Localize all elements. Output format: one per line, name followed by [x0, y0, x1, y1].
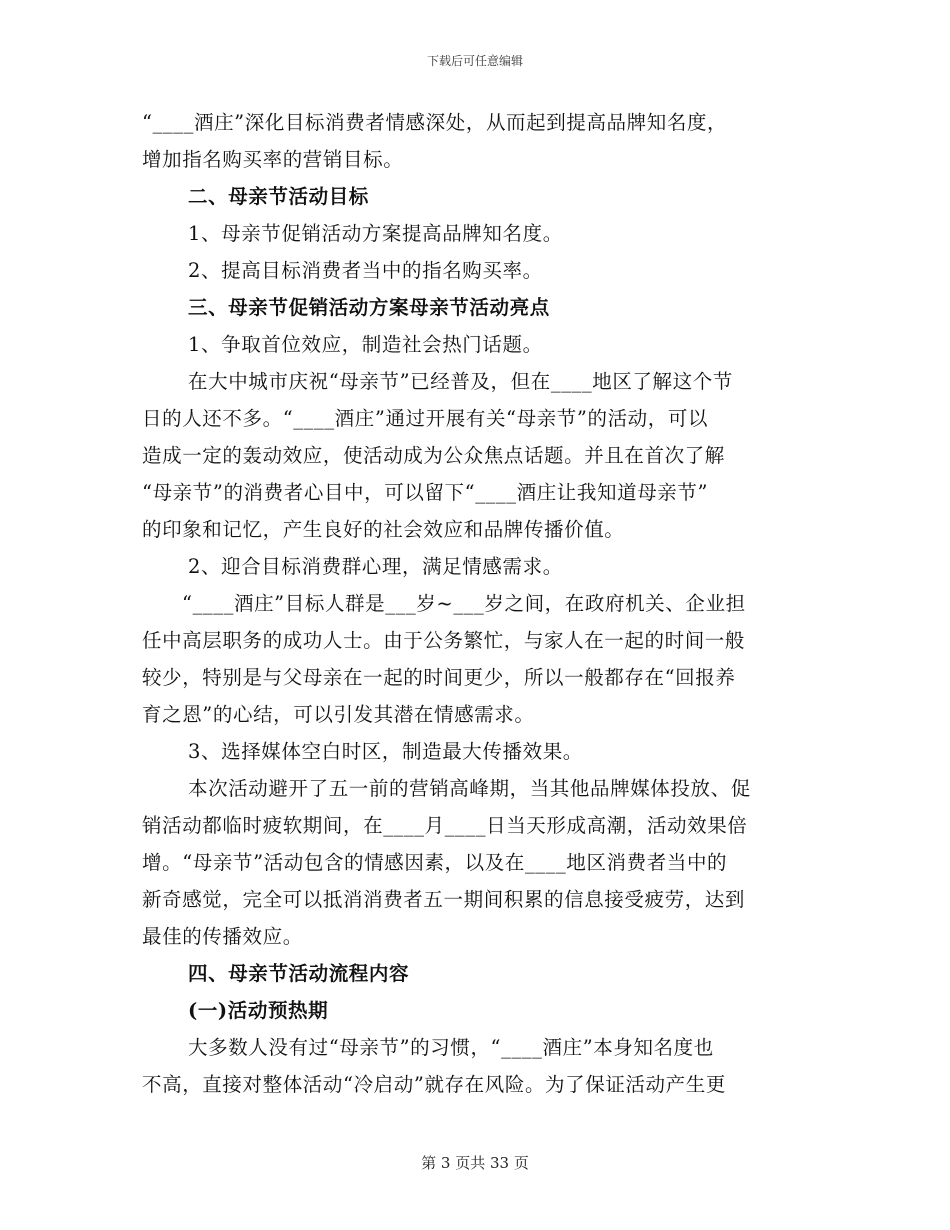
paragraph-line: 育之恩”的心结，可以引发其潜在情感需求。 — [142, 703, 535, 726]
section-heading: 三、母亲节促销活动方案母亲节活动亮点 — [188, 296, 550, 319]
paragraph-line: 销活动都临时疲软期间，在____月____日当天形成高潮，活动效果倍 — [142, 814, 748, 837]
paragraph-line: 在大中城市庆祝“母亲节”已经普及，但在____地区了解这个节 — [188, 370, 733, 393]
paragraph-line: 新奇感觉，完全可以抵消消费者五一期间积累的信息接受疲劳，达到 — [142, 888, 746, 911]
list-item: 2、迎合目标消费群心理，满足情感需求。 — [188, 555, 563, 578]
paragraph-line: “____酒庄”深化目标消费者情感深处，从而起到提高品牌知名度， — [142, 111, 728, 134]
list-item: 1、母亲节促销活动方案提高品牌知名度。 — [188, 222, 563, 245]
paragraph-line: 造成一定的轰动效应，使活动成为公众焦点话题。并且在首次了解 — [142, 444, 725, 467]
paragraph-line: 最佳的传播效应。 — [142, 925, 303, 948]
list-item: 2、提高目标消费者当中的指名购买率。 — [188, 259, 543, 282]
paragraph-line: 大多数人没有过“母亲节”的习惯，“____酒庄”本身知名度也 — [188, 1036, 714, 1059]
paragraph-line: 的印象和记忆，产生良好的社会效应和品牌传播价值。 — [142, 518, 625, 541]
paragraph-line: 日的人还不多。“____酒庄”通过开展有关“母亲节”的活动，可以 — [142, 407, 709, 430]
paragraph-line: 本次活动避开了五一前的营销高峰期，当其他品牌媒体投放、促 — [188, 777, 751, 800]
paragraph-line: 增。“母亲节”活动包含的情感因素，以及在____地区消费者当中的 — [142, 851, 728, 874]
paragraph-line: 不高，直接对整体活动“冷启动”就存在风险。为了保证活动产生更 — [142, 1073, 726, 1096]
page-number: 第 3 页共 33 页 — [421, 1154, 529, 1172]
paragraph-line: “母亲节”的消费者心目中，可以留下“____酒庄让我知道母亲节” — [142, 481, 709, 504]
section-heading: 四、母亲节活动流程内容 — [188, 962, 410, 985]
page-header: 下载后可任意编辑 — [426, 54, 523, 68]
subsection-heading: (一)活动预热期 — [188, 999, 329, 1022]
list-item: 3、选择媒体空白时区，制造最大传播效果。 — [188, 740, 583, 763]
document-body — [142, 104, 802, 1103]
paragraph-line: 较少，特别是与父母亲在一起的时间更少，所以一般都存在“回报养 — [142, 666, 736, 689]
paragraph-line: 增加指名购买率的营销目标。 — [142, 148, 404, 171]
paragraph-line: 任中高层职务的成功人士。由于公务繁忙，与家人在一起的时间一般 — [142, 629, 746, 652]
list-item: 1、争取首位效应，制造社会热门话题。 — [188, 333, 543, 356]
paragraph-line: “____酒庄”目标人群是___岁~___岁之间，在政府机关、企业担 — [182, 592, 746, 615]
section-heading: 二、母亲节活动目标 — [188, 185, 369, 208]
